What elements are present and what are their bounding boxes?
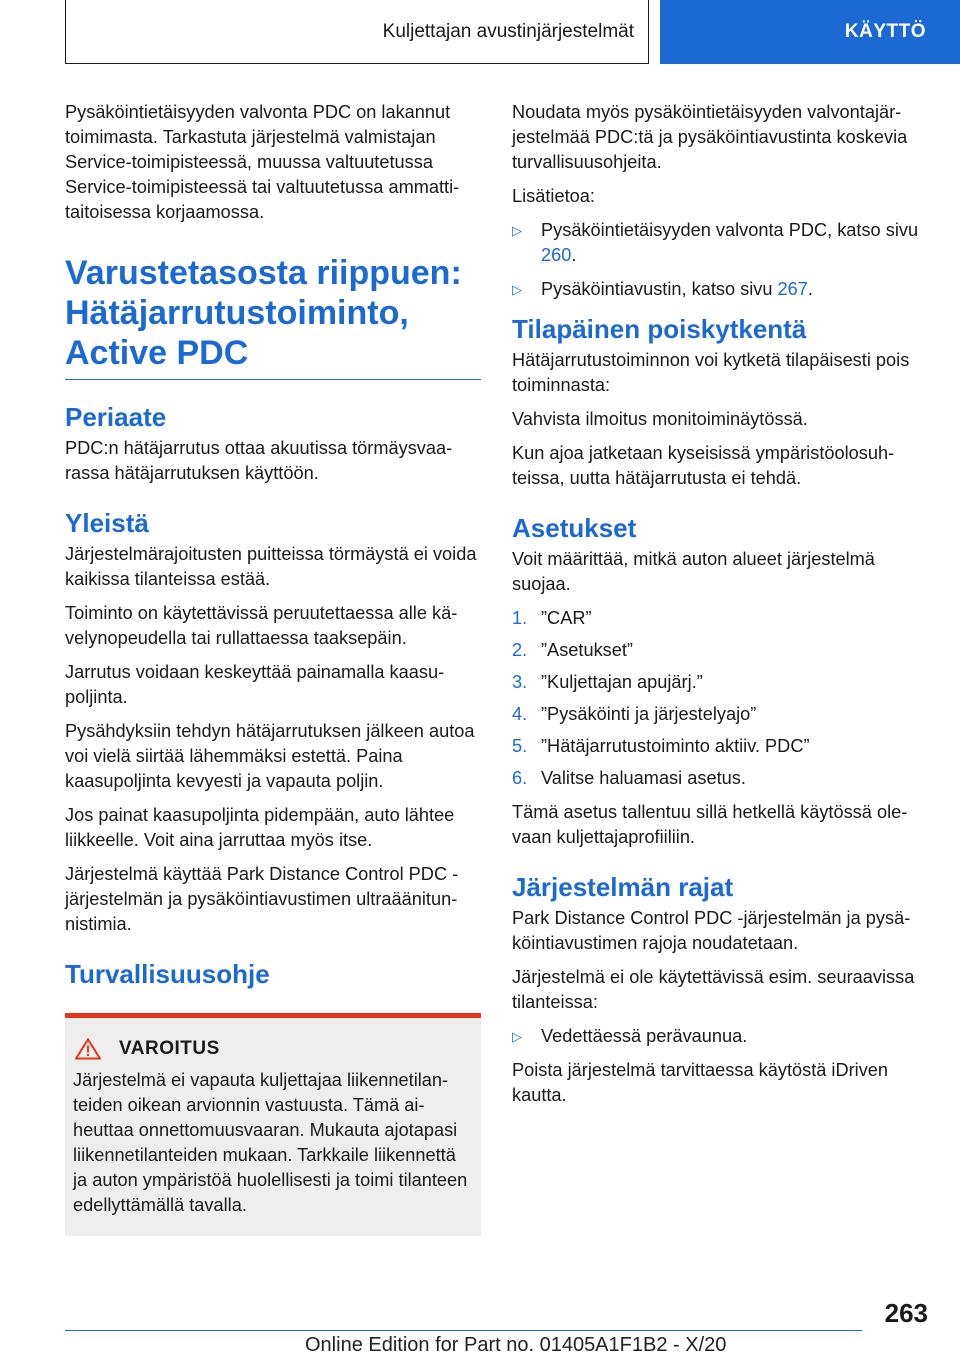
- principle-text: PDC:n hätäjarrutus ottaa akuutissa törmäysvaarassa hätäjarrutuksen käyttöön.: [65, 438, 453, 483]
- limits-paragraph: Järjestelmä ei ole käytettävissä esim. seuraavissa tilanteissa:: [512, 967, 915, 1012]
- list-item: 6. Valitse haluamasi asetus.: [512, 768, 746, 788]
- list-item: 1. ”CAR”: [512, 608, 592, 628]
- temp-paragraph: Kun ajoa jatketaan kyseisissä ympäristöolosuhteissa, uutta hätäjarrutusta ei tehdä.: [512, 443, 895, 488]
- page-link-260[interactable]: 260: [541, 245, 572, 265]
- general-paragraph: Jos painat kaasupoljinta pidempään, auto lähtee liikkeelle. Voit aina jarruttaa myös itse.: [65, 805, 455, 850]
- intro-paragraph: Pysäköintietäisyyden valvonta PDC on lakannut toimimasta. Tarkastuta järjestelmä valmistajan Service-toimipisteessä, muussa valtuutetussa Service-toimipisteessä tai valtuutetussa ammattitaitoisessa korjaamossa.: [65, 102, 460, 222]
- right-column: [512, 100, 932, 1117]
- general-paragraph: Järjestelmärajoitusten puitteissa törmäystä ei voida kaikissa tilanteissa estää.: [65, 544, 477, 589]
- warning-triangle-icon: [75, 1038, 101, 1060]
- triangle-bullet-icon: ▷: [512, 1029, 522, 1044]
- settings-steps: [512, 606, 932, 791]
- general-paragraph: Jarrutus voidaan keskeyttää painamalla kaasupoljinta.: [65, 662, 445, 707]
- heading-principle: Periaate: [65, 402, 167, 432]
- limits-paragraph: Park Distance Control PDC -järjestelmän ja pysäköintiavustimen rajoja noudatetaan.: [512, 908, 911, 953]
- warning-box: [65, 1013, 481, 1236]
- list-item: 4. ”Pysäköinti ja järjestelyajo”: [512, 704, 757, 724]
- list-item: ▷ Vedettäessä perävaunua.: [512, 1024, 932, 1049]
- footer-edition: Online Edition for Part no. 01405A1F1B2 - X/20: [305, 1334, 727, 1356]
- limits-paragraph: Poista järjestelmä tarvittaessa käytöstä iDriven kautta.: [512, 1060, 889, 1105]
- left-column: [65, 100, 481, 1236]
- header-section-title: [65, 0, 649, 64]
- header-chapter-tab[interactable]: [660, 0, 960, 64]
- general-paragraph: Toiminto on käytettävissä peruutettaessa alle kävelynopeudella tai rullattaessa taaksepäin.: [65, 603, 458, 648]
- list-item: ▷ Pysäköintietäisyyden valvonta PDC, katso sivu 260.: [512, 220, 919, 265]
- section-title: Kuljettajan avustinjärjestelmät: [382, 20, 634, 42]
- list-item: 2. ”Asetukset”: [512, 640, 633, 660]
- triangle-bullet-icon: ▷: [512, 282, 522, 297]
- list-item: ▷ Pysäköintiavustin, katso sivu 267.: [512, 277, 932, 302]
- heading-settings: Asetukset: [512, 513, 637, 543]
- triangle-bullet-icon: ▷: [512, 223, 522, 238]
- intro-paragraph: Noudata myös pysäköintietäisyyden valvontajärjestelmää PDC:tä ja pysäköintiavustinta koskevia turvallisuusohjeita.: [512, 102, 908, 172]
- list-item: 3. ”Kuljettajan apujärj.”: [512, 672, 703, 692]
- heading-general: Yleistä: [65, 508, 149, 538]
- chapter-title: KÄYTTÖ: [844, 21, 926, 42]
- temp-paragraph: Hätäjarrutustoiminnon voi kytketä tilapäisesti pois toiminnasta:: [512, 350, 910, 395]
- heading-temporary-disable: Tilapäinen poiskytkentä: [512, 314, 807, 344]
- list-item: 5. ”Hätäjarrutustoiminto aktiiv. PDC”: [512, 736, 810, 756]
- settings-paragraph: Tämä asetus tallentuu sillä hetkellä käytössä olevaan kuljettajaprofiiliin.: [512, 802, 908, 847]
- warning-title: [73, 1038, 473, 1060]
- page-link-267[interactable]: 267: [777, 279, 808, 299]
- limits-list: [512, 1024, 932, 1049]
- settings-paragraph: Voit määrittää, mitkä auton alueet järjestelmä suojaa.: [512, 549, 875, 594]
- reference-list: [512, 218, 932, 302]
- general-paragraph: Järjestelmä käyttää Park Distance Control PDC -järjestelmän ja pysäköintiavustimen ultraäänitunnistimia.: [65, 864, 459, 934]
- main-heading: Varustetasosta riippuen: Hätäjarrutustoiminto, Active PDC: [65, 253, 481, 380]
- temp-paragraph: Vahvista ilmoitus monitoiminäytössä.: [512, 409, 808, 429]
- footer-divider: [65, 1330, 862, 1331]
- general-paragraph: Pysähdyksiin tehdyn hätäjarrutuksen jälkeen autoa voi vielä siirtää lähemmäksi estettä. Paina kaasupoljinta kevyesti ja vapauta poljin.: [65, 721, 475, 791]
- heading-limits: Järjestelmän rajat: [512, 872, 734, 902]
- heading-safety: Turvallisuusohje: [65, 959, 270, 989]
- warning-text: Järjestelmä ei vapauta kuljettajaa liikennetilanteiden oikean arvionnin vastuusta. Tämä aiheuttaa onnettomuusvaaran. Mukauta ajotapasi liikennetilanteiden mukaan. Tarkkaile liikennettä ja auton ympäristöä huolellisesti ja toimi tilanteen edellyttämällä tavalla.: [73, 1070, 468, 1215]
- page-number: 263: [884, 1298, 928, 1328]
- more-info-label: Lisätietoa:: [512, 186, 595, 206]
- warning-label: VAROITUS: [119, 1038, 220, 1059]
